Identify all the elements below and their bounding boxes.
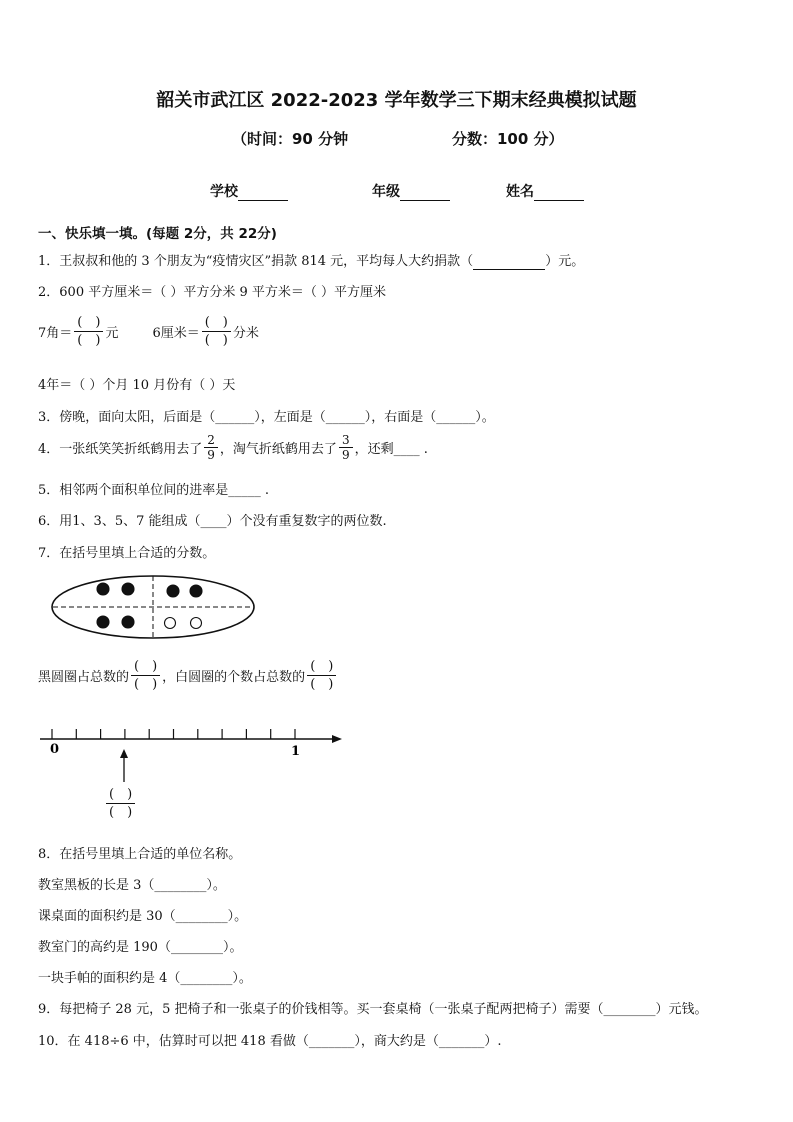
jiao-fraction[interactable]: $\frac{( )}{( )}$ xyxy=(74,314,103,349)
black-circle xyxy=(122,583,134,595)
question-2-line1: 2．600 平方厘米＝（ ）平方分米 9 平方米＝（ ）平方厘米 xyxy=(38,285,387,300)
question-2-line3: 4年＝（ ）个月 10 月份有（ ）天 xyxy=(38,378,236,393)
black-circle xyxy=(167,585,179,597)
grade-field[interactable] xyxy=(372,181,450,201)
number-line-fraction[interactable]: $\frac{( )}{( )}$ xyxy=(106,786,135,821)
jiao-label: 7角＝ xyxy=(38,326,73,341)
question-7: 7．在括号里填上合适的分数。 xyxy=(38,546,216,561)
name-field[interactable] xyxy=(506,181,584,201)
black-label: 黑圆圈占总数的 xyxy=(38,670,130,685)
name-label: 姓名 xyxy=(506,184,534,200)
question-8-line3: 教室门的高约是 190（________）。 xyxy=(38,940,243,955)
black-fraction[interactable]: $\frac{( )}{( )}$ xyxy=(131,658,160,693)
limi-label: 6厘米＝ xyxy=(152,326,200,341)
yuan-label: 元 xyxy=(105,326,119,341)
question-4-c: ，还剩____ . xyxy=(354,442,428,457)
white-circle xyxy=(191,618,202,629)
exam-score: 分数：100 分） xyxy=(452,130,564,148)
number-line-arrowhead xyxy=(332,735,342,743)
question-2-fractions xyxy=(38,314,259,349)
number-line-fraction-wrap xyxy=(104,786,137,821)
question-8-line4: 一块手帕的面积约是 4（________）。 xyxy=(38,971,252,986)
up-arrow-icon xyxy=(112,748,136,784)
school-blank[interactable] xyxy=(238,184,288,201)
white-circle xyxy=(165,618,176,629)
question-3: 3．傍晚，面向太阳，后面是（______），左面是（______），右面是（______）。 xyxy=(38,410,495,425)
circles-ellipse-figure xyxy=(48,572,258,642)
black-circle xyxy=(122,616,134,628)
fraction-3-9: $\frac{3}{9}$ xyxy=(339,433,353,462)
question-1-text: 1．王叔叔和他的 3 个朋友为“疫情灾区”捐款 814 元，平均每人大约捐款（ xyxy=(38,254,474,269)
question-8-line2: 课桌面的面积约是 30（________）。 xyxy=(38,909,248,924)
question-8: 8．在括号里填上合适的单位名称。 xyxy=(38,847,242,862)
black-circle xyxy=(190,585,202,597)
section-heading: 一、快乐填一填。(每题 2分，共 22分) xyxy=(38,226,277,242)
black-circle xyxy=(97,616,109,628)
question-1 xyxy=(38,250,584,270)
fraction-2-9: $\frac{2}{9}$ xyxy=(204,433,218,462)
exam-time: （时间：90 分钟 xyxy=(232,130,349,148)
number-line-ticks xyxy=(52,729,295,739)
question-7-fractions xyxy=(38,658,338,693)
tick-label-0: 0 xyxy=(50,742,60,757)
limi-fraction[interactable]: $\frac{( )}{( )}$ xyxy=(202,314,231,349)
question-5: 5．相邻两个面积单位间的进率是_____ . xyxy=(38,483,270,498)
grade-label: 年级 xyxy=(372,184,400,200)
school-label: 学校 xyxy=(210,184,238,200)
question-10: 10．在 418÷6 中，估算时可以把 418 看做（_______），商大约是（_______）. xyxy=(38,1034,502,1049)
question-1-blank[interactable] xyxy=(473,254,545,270)
question-4-a: 4．一张纸笑笑折纸鹤用去了 xyxy=(38,442,203,457)
grade-blank[interactable] xyxy=(400,184,450,201)
school-field[interactable] xyxy=(210,181,288,201)
fenmi-label: 分米 xyxy=(232,326,259,341)
question-6: 6．用1、3、5、7 能组成（____）个没有重复数字的两位数. xyxy=(38,514,387,529)
question-8-line1: 教室黑板的长是 3（________）。 xyxy=(38,878,226,893)
question-1-tail: ）元。 xyxy=(545,254,585,269)
white-label: ，白圆圈的个数占总数的 xyxy=(162,670,306,685)
question-4-b: ，淘气折纸鹤用去了 xyxy=(219,442,337,457)
black-circle xyxy=(97,583,109,595)
page-title: 韶关市武江区 2022-2023 学年数学三下期末经典模拟试题 xyxy=(156,90,637,111)
circle-group xyxy=(97,583,202,629)
question-4 xyxy=(38,433,428,462)
name-blank[interactable] xyxy=(534,184,584,201)
question-9: 9．每把椅子 28 元，5 把椅子和一张桌子的价钱相等。买一套桌椅（一张桌子配两把椅子）需要（________）元钱。 xyxy=(38,1002,708,1017)
number-line xyxy=(36,725,356,765)
white-fraction[interactable]: $\frac{( )}{( )}$ xyxy=(307,658,336,693)
tick-label-1: 1 xyxy=(291,744,301,759)
